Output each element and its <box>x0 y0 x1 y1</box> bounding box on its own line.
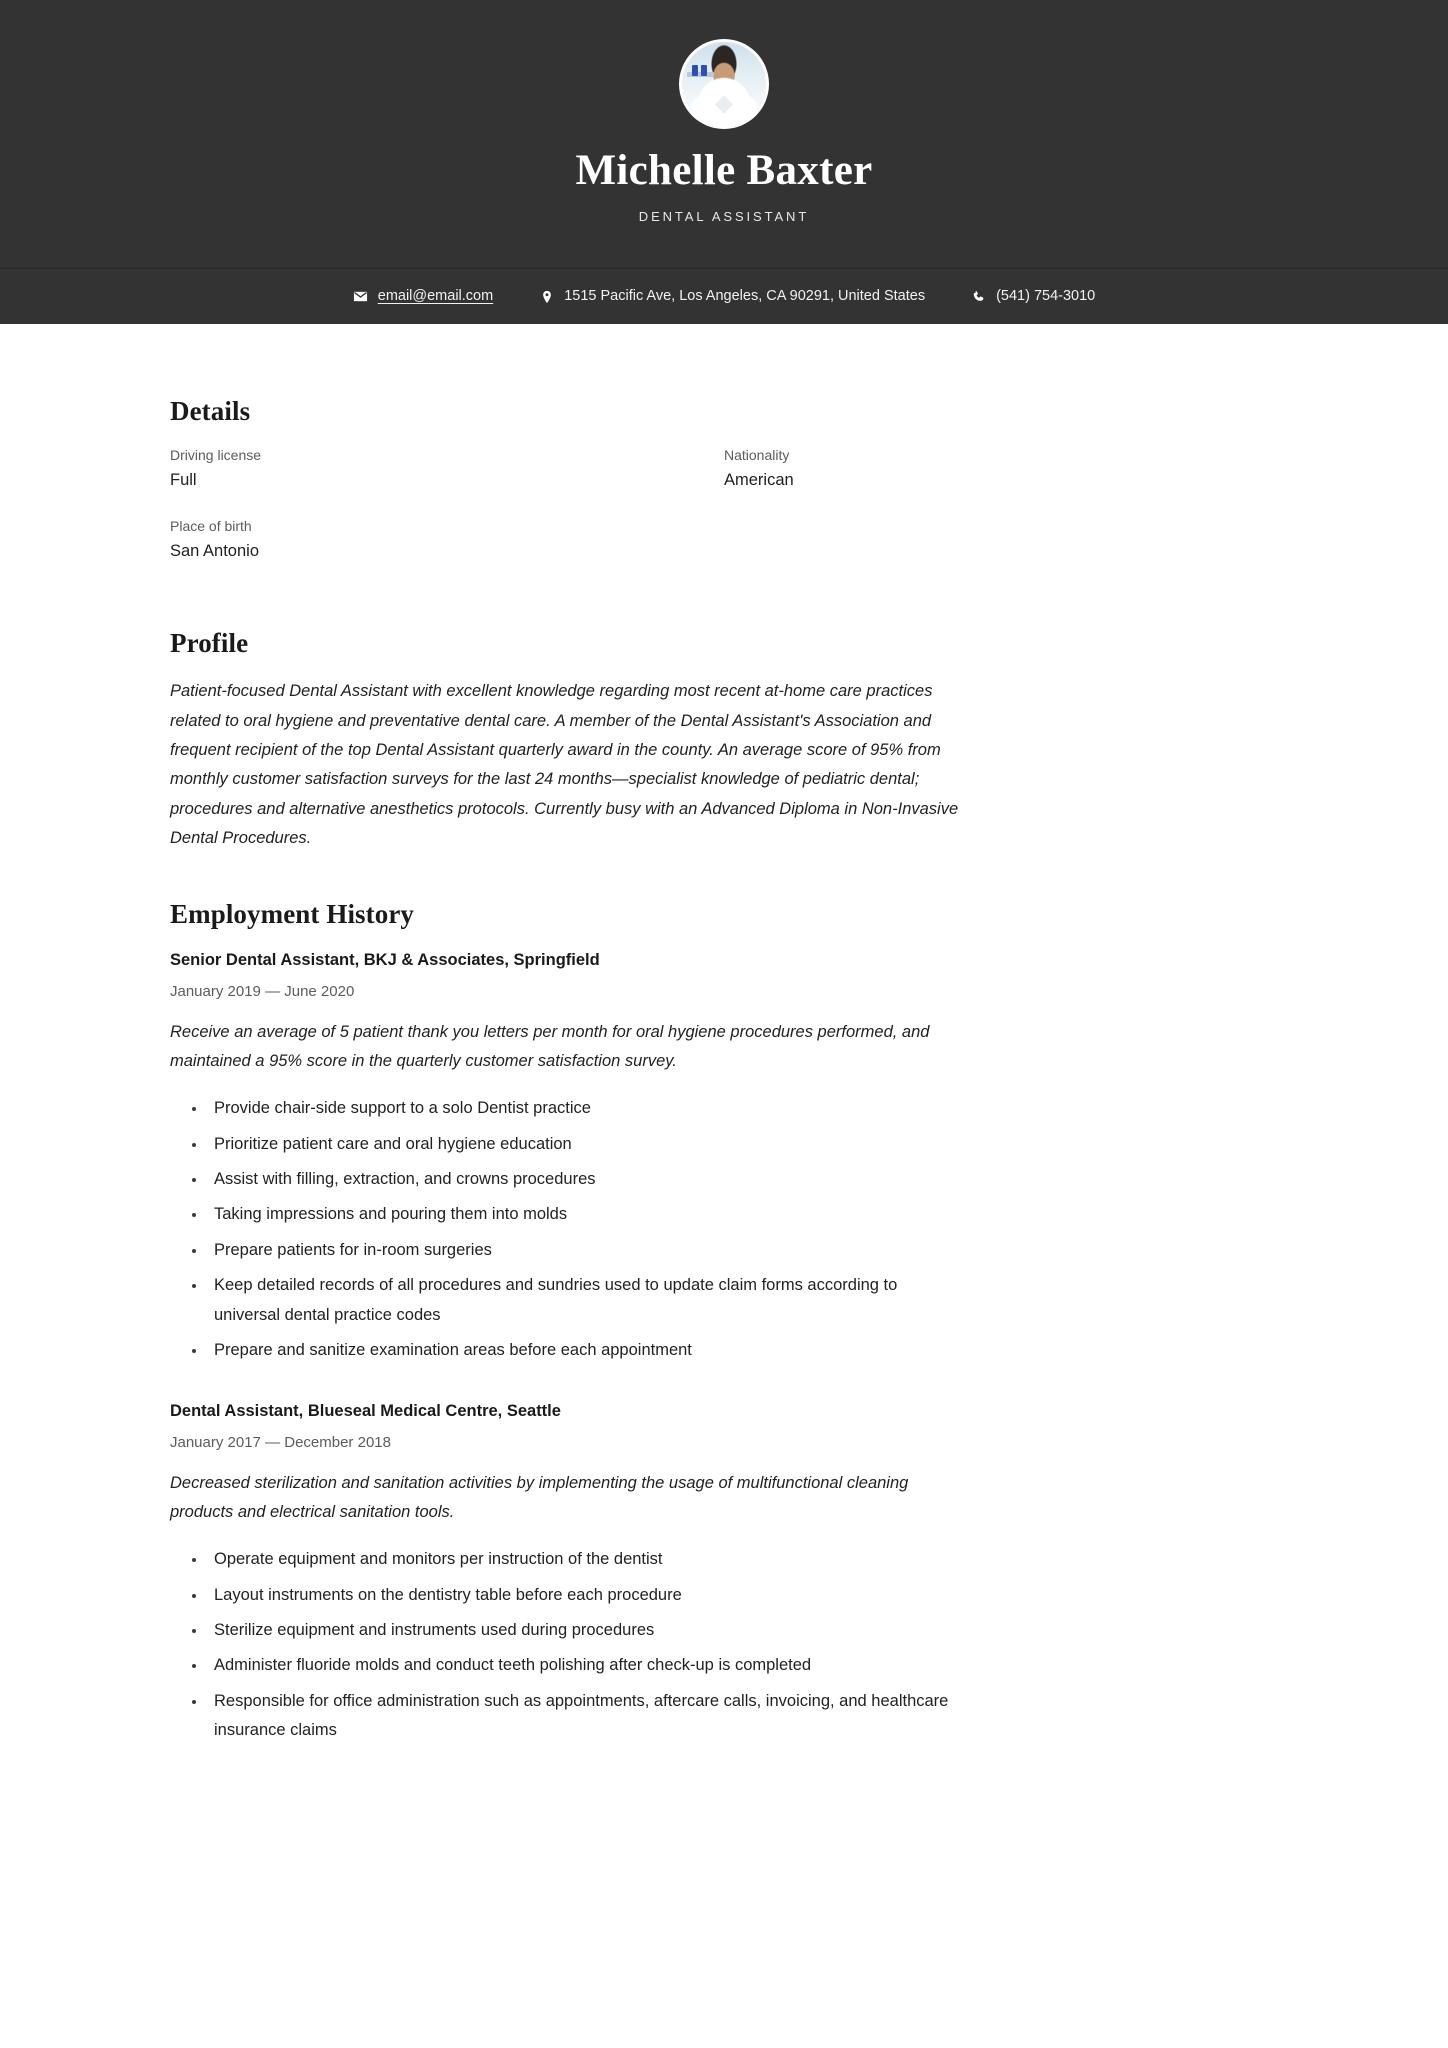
list-item: Responsible for office administration such as appointments, aftercare calls, invoicing, and healthcare insurance claims <box>192 1687 960 1746</box>
resume-header <box>0 0 1448 269</box>
profile-text: Patient-focused Dental Assistant with excellent knowledge regarding most recent at-home care practices related to oral hygiene and preventative dental care. A member of the Dental Assistant's Association and frequent recipient of the top Dental Assistant quarterly award in the county. An average score of 95% from monthly customer satisfaction surveys for the last 24 months—specialist knowledge of pediatric dental; procedures and alternative anesthetics protocols. Currently busy with an Advanced Diploma in Non-Invasive Dental Procedures. <box>170 682 959 848</box>
detail-value: San Antonio <box>170 541 259 560</box>
list-item: Keep detailed records of all procedures and sundries used to update claim forms according to universal dental practice codes <box>192 1271 960 1330</box>
list-item: Prioritize patient care and oral hygiene education <box>192 1130 960 1159</box>
detail-label: Nationality <box>724 447 790 464</box>
job-bullet-list <box>170 1094 960 1365</box>
job-heading: Dental Assistant, Blueseal Medical Centre, Seattle <box>170 1402 561 1421</box>
page-title: Michelle Baxter <box>575 147 873 194</box>
job-entry <box>170 948 1278 1365</box>
address-text: 1515 Pacific Ave, Los Angeles, CA 90291, United States <box>564 288 926 305</box>
job-title-subtitle: DENTAL ASSISTANT <box>638 209 810 225</box>
section-employment-history <box>170 899 1278 1745</box>
details-grid <box>170 445 1278 586</box>
list-item: Prepare and sanitize examination areas before each appointment <box>192 1336 960 1365</box>
contact-address <box>539 289 925 304</box>
list-item: Sterilize equipment and instruments used during procedures <box>192 1616 960 1645</box>
detail-value: American <box>724 471 794 490</box>
list-item: Administer fluoride molds and conduct teeth polishing after check-up is completed <box>192 1651 960 1680</box>
phone-icon <box>971 289 986 304</box>
job-bullet-list <box>170 1545 960 1745</box>
contact-email[interactable] <box>353 289 493 304</box>
detail-place-of-birth <box>170 516 724 565</box>
list-item: Taking impressions and pouring them into molds <box>192 1200 960 1229</box>
envelope-icon <box>353 289 368 304</box>
avatar-vial-detail <box>692 65 698 76</box>
job-summary: Receive an average of 5 patient thank you letters per month for oral hygiene procedures performed, and maintained a 95% score in the quarterly customer satisfaction survey. <box>170 1022 930 1071</box>
list-item: Layout instruments on the dentistry table before each procedure <box>192 1581 960 1610</box>
avatar-vial-detail <box>701 65 707 76</box>
job-summary: Decreased sterilization and sanitation activities by implementing the usage of multifunctional cleaning products and electrical sanitation tools. <box>170 1473 909 1521</box>
phone-text: (541) 754-3010 <box>996 288 1096 305</box>
section-title-details: Details <box>170 396 251 427</box>
detail-nationality <box>724 445 1278 494</box>
job-dates: January 2017 — December 2018 <box>170 1434 391 1452</box>
contact-phone <box>971 289 1095 304</box>
section-details <box>170 396 1278 586</box>
email-link[interactable]: email@email.com <box>377 288 494 305</box>
job-entry <box>170 1399 1278 1745</box>
map-pin-icon <box>539 289 554 304</box>
list-item: Assist with filling, extraction, and crowns procedures <box>192 1165 960 1194</box>
avatar <box>682 42 766 126</box>
section-title-profile: Profile <box>170 628 249 659</box>
detail-label: Driving license <box>170 447 262 464</box>
detail-driving-license <box>170 445 724 494</box>
detail-value: Full <box>170 471 197 490</box>
contact-bar <box>0 269 1448 324</box>
section-profile <box>170 628 1278 853</box>
resume-body <box>0 324 1448 1813</box>
job-dates: January 2019 — June 2020 <box>170 983 355 1001</box>
job-heading: Senior Dental Assistant, BKJ & Associates, Springfield <box>170 951 600 970</box>
detail-label: Place of birth <box>170 517 252 534</box>
list-item: Prepare patients for in-room surgeries <box>192 1236 960 1265</box>
list-item: Provide chair-side support to a solo Dentist practice <box>192 1094 960 1123</box>
section-title-employment: Employment History <box>170 899 415 930</box>
list-item: Operate equipment and monitors per instruction of the dentist <box>192 1545 960 1574</box>
